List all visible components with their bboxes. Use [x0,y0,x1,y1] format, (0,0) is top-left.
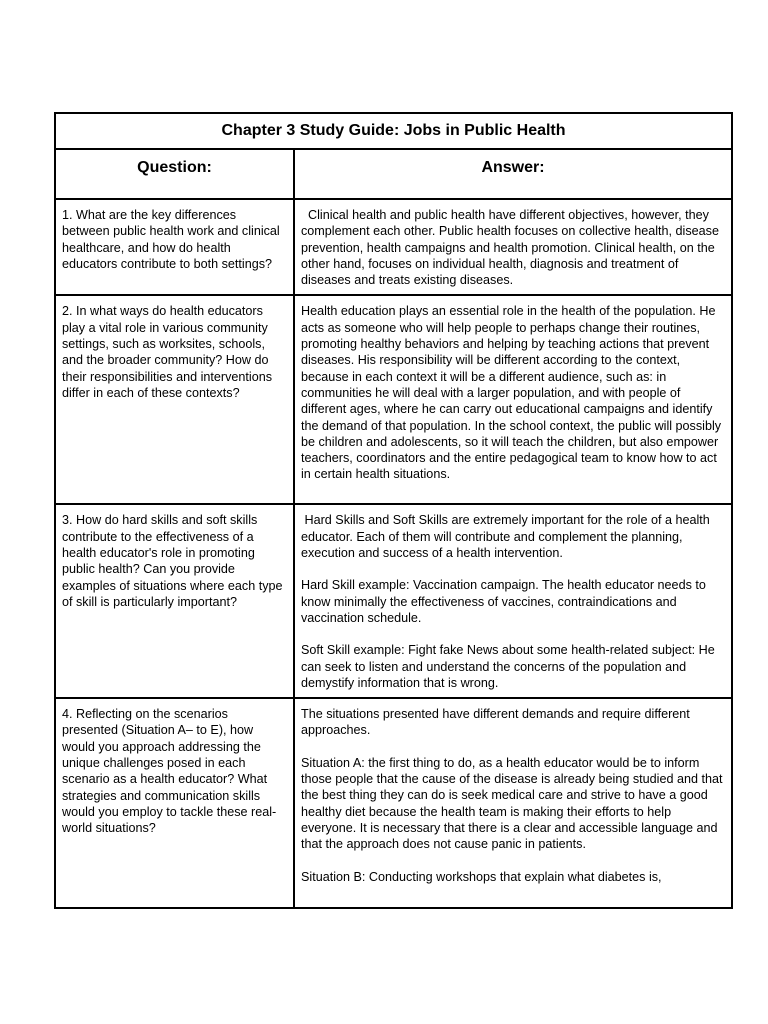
table-row [55,295,732,504]
answer-paragraph: Clinical health and public health have different objectives, however, they complement each other. Public health focuses on collective health, disease prevention, health campaigns and health promotion. Clinical health, on the other hand, focuses on individual health, diagnosis and treatment of diseases and treats existing diseases. [301,208,723,288]
question-text: 1. What are the key differences between public health work and clinical healthcare, and how do health educators contribute to both settings? [62,208,280,271]
study-guide-table [54,112,733,909]
question-cell [55,199,294,295]
table-row [55,199,732,295]
answer-paragraph: Situation B: Conducting workshops that explain what diabetes is, [301,869,662,884]
answer-paragraph: Hard Skills and Soft Skills are extremely important for the role of a health educator. Each of them will contribute and complement the planning, execution and success of a health intervention. [301,513,714,561]
answer-paragraph: Situation A: the first thing to do, as a health educator would be to inform those people that the cause of the disease is already being studied and that the best thing they can do is seek medical care and strive to have a good healthy diet because the health team is making their efforts to help everyone. It is necessary that there is a clear and accessible language and that the approach does not cause panic in patients. [301,755,723,852]
answer-cell [294,295,732,504]
header-row [55,149,732,199]
answer-paragraph: Hard Skill example: Vaccination campaign. The health educator needs to know minimally the effectiveness of vaccines, contraindications and vaccination schedule. [301,578,706,625]
answer-paragraph: Soft Skill example: Fight fake News about some health-related subject: He can seek to listen and understand the concerns of the population and demystify information that is wrong. [301,643,715,690]
answer-cell [294,504,732,698]
title-row [55,113,732,149]
answer-header-label: Answer: [481,159,545,176]
question-cell [55,698,294,908]
question-text: 3. How do hard skills and soft skills contribute to the effectiveness of a health educator's role in promoting public health? Can you provide examples of situations where each type of skill is particularly important? [62,513,283,609]
question-text: 4. Reflecting on the scenarios presented (Situation A– to E), how would you approach addressing the unique challenges posed in each scenario as a health educator? What strategies and communication skills would you employ to tackle these real-world situations? [62,707,277,836]
question-header-label: Question: [137,159,212,176]
answer-cell [294,199,732,295]
table-row [55,698,732,908]
answer-paragraph: The situations presented have different demands and require different approaches. [301,707,690,738]
question-column-header [55,149,294,199]
table-title: Chapter 3 Study Guide: Jobs in Public Health [55,113,732,149]
answer-column-header [294,149,732,199]
answer-paragraph: Health education plays an essential role in the health of the population. He acts as someone who will help people to perhaps change their routines, promoting healthy behaviors and helping by teaching actions that prevent diseases. His responsibility will be different according to the context, because in each context it will be a different audience, such as: in communities he will deal with a larger population, and with people of different ages, where he can carry out educational campaigns and identify the demand of that population. In the school context, the public will possibly be children and adolescents, so it will teach the children, but also empower teachers, coordinators and the entire pedagogical team to know how to act in certain health situations. [301,304,722,482]
question-cell [55,295,294,504]
question-text: 2. In what ways do health educators play a vital role in various community settings, such as worksites, schools, and the broader community? How do their responsibilities and interventions differ in each of these contexts? [62,304,273,400]
question-cell [55,504,294,698]
answer-cell [294,698,732,908]
table-row [55,504,732,698]
